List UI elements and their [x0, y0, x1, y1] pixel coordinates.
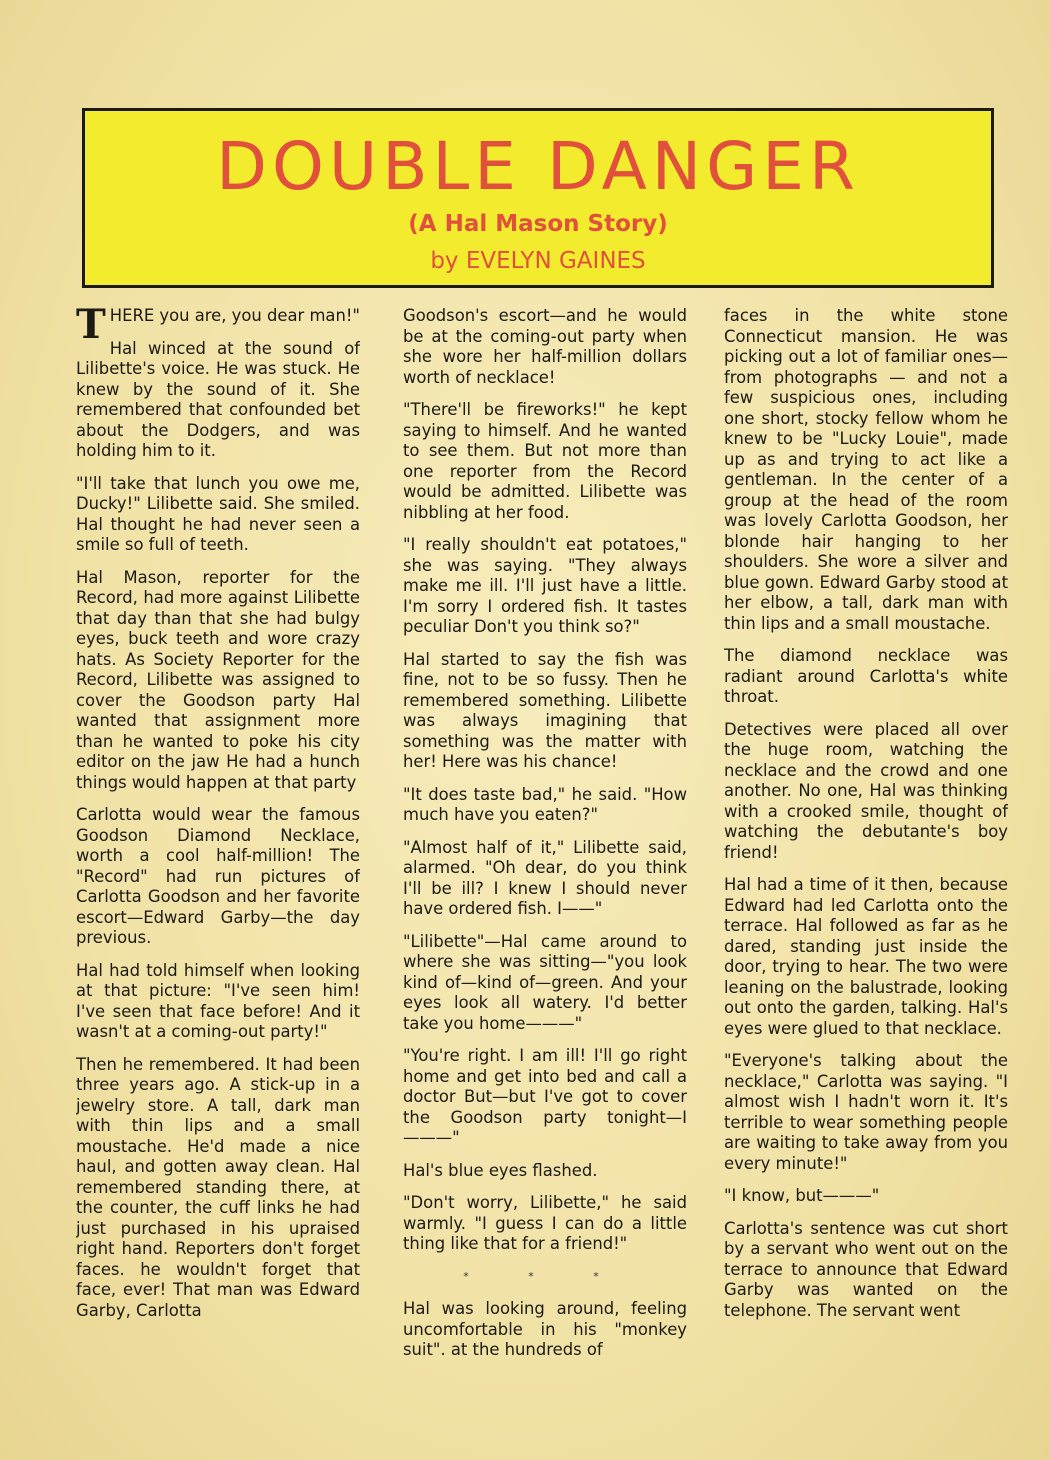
text-column-3	[724, 306, 1008, 1416]
paragraph: "It does taste bad," he said. "How much have you eaten?"	[403, 784, 687, 824]
paragraph: Hal had a time of it then, because Edward had led Carlotta onto the terrace. Hal followed as far as he dared, standing just inside the door, trying to hear. The two were leaning on the balustrade, looking out onto the garden, talking. Hal's eyes were glued to that necklace.	[724, 875, 1008, 1038]
paragraph: Hal had told himself when looking at that picture: "I've seen him! I've seen that face before! And it wasn't at a coming-out party!"	[76, 960, 360, 1041]
paragraph: Hal Mason, reporter for the Record, had more against Lilibette that day than that she had bulgy eyes, buck teeth and wore crazy hats. As Society Reporter for the Record, Lilibette was assigned to cover the Goodson party Hal wanted that assignment more than he wanted to poke his city editor on the jaw He had a hunch things would happen at that party	[76, 567, 360, 792]
paragraph: "I'll take that lunch you owe me, Ducky!" Lilibette said. She smiled. Hal thought he had never seen a smile so full of teeth.	[76, 473, 360, 554]
section-break: * * *	[463, 1269, 627, 1283]
text-column-1	[76, 306, 360, 1416]
paragraph: "There'll be fireworks!" he kept saying to himself. And he wanted to see them. But not more than one reporter from the Record would be admitted. Lilibette was nibbling at her food.	[403, 400, 687, 522]
paragraph: Hal was looking around, feeling uncomfortable in his "monkey suit". at the hundreds of	[403, 1299, 687, 1359]
paragraph: The diamond necklace was radiant around Carlotta's white throat.	[724, 646, 1008, 706]
story-subtitle: (A Hal Mason Story)	[408, 211, 668, 237]
story-byline: by EVELYN GAINES	[430, 248, 646, 274]
drop-cap: T	[76, 306, 106, 348]
paragraph: "Don't worry, Lilibette," he said warmly. "I guess I can do a little thing like that for a friend!"	[403, 1193, 687, 1253]
paragraph: Detectives were placed all over the huge room, watching the necklace and the crowd and one another. No one, Hal was thinking with a crooked smile, thought of watching the debutante's boy friend!	[724, 719, 1008, 862]
paragraph: "I really shouldn't eat potatoes," she was saying. "They always make me ill. I'll just have a little. I'm sorry I ordered fish. It tastes peculiar Don't you think so?"	[403, 535, 687, 636]
paragraph: "I know, but———"	[724, 1186, 880, 1205]
paragraph: Hal winced at the sound of Lilibette's voice. He was stuck. He knew by the sound of it. She remembered that confounded bet about the Dodgers, and was holding him to it.	[76, 338, 360, 460]
paragraph: "Almost half of it," Lilibette said, alarmed. "Oh dear, do you think I'll be ill? I knew I should never have ordered fish. I——"	[403, 837, 687, 918]
paragraph: "Everyone's talking about the necklace," Carlotta was saying. "I almost wish I hadn't worn it. It's terrible to wear something people are waiting to take away from you every minute!"	[724, 1051, 1008, 1173]
paragraph: "You're right. I am ill! I'll go right home and get into bed and call a doctor But—but I've got to cover the Goodson party tonight—I———"	[403, 1046, 687, 1147]
paragraph: "Lilibette"—Hal came around to where she was sitting—"you look kind of—kind of—green. And your eyes look all watery. I'd better take you home———"	[403, 931, 687, 1033]
paragraph: Then he remembered. It had been three years ago. A stick-up in a jewelry store. A tall, dark man with thin lips and a small moustache. He'd made a nice haul, and gotten away clean. Hal remembered standing there, at the counter, the cuff links he had just purchased in his upraised right hand. Reporters don't forget faces. he wouldn't forget that face, ever! That man was Edward Garby, Carlotta	[76, 1054, 360, 1320]
title-box	[82, 108, 994, 288]
paragraph: Goodson's escort—and he would be at the coming-out party when she wore her half-million dollars worth of necklace!	[403, 306, 687, 387]
text-column-2	[403, 306, 687, 1416]
paragraph: faces in the white stone Connecticut mansion. He was picking out a lot of familiar ones—from photographs — and not a few suspicious ones, including one short, stocky fellow whom he knew to be "Lucky Louie", made up as and trying to act like a gentleman. In the center of a group at the head of the room was lovely Carlotta Goodson, her blonde hair hanging to her shoulders. She wore a silver and blue gown. Edward Garby stood at her elbow, a tall, dark man with thin lips and a small moustache.	[724, 306, 1008, 633]
paragraph: Hal's blue eyes flashed.	[403, 1160, 598, 1180]
paragraph: Carlotta would wear the famous Goodson Diamond Necklace, worth a cool half-million! The "Record" had run pictures of Carlotta Goodson and her favorite escort—Edward Garby—the day previous.	[76, 805, 360, 947]
paragraph: Hal started to say the fish was fine, not to be so fussy. Then he remembered something. Lilibette was always imagining that something was the matter with her! Here was his chance!	[403, 649, 687, 771]
paragraph: THERE you are, you dear man!"	[76, 306, 360, 348]
paragraph: Carlotta's sentence was cut short by a servant who went out on the terrace to announce that Edward Garby was wanted on the telephone. The servant went	[724, 1218, 1008, 1320]
story-title: DOUBLE DANGER	[216, 128, 860, 205]
